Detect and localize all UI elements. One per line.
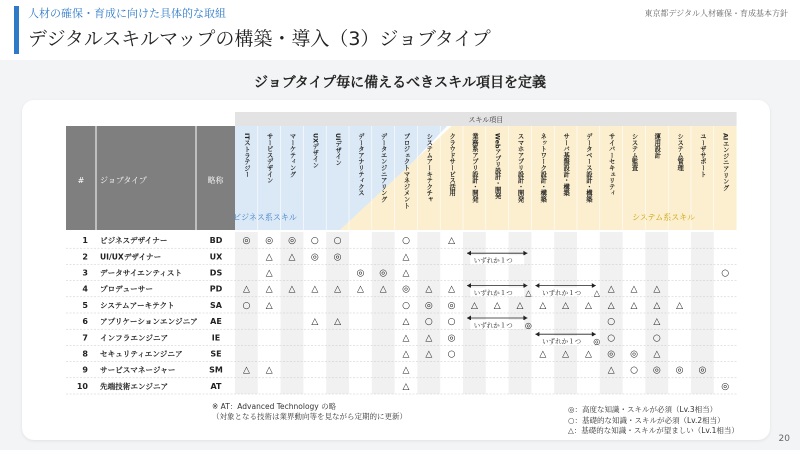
range-end-mark: ◎: [593, 337, 601, 347]
skill-level-mark: △: [653, 349, 661, 360]
skill-level-mark: △: [265, 300, 273, 311]
skill-level-mark: △: [402, 268, 410, 279]
skill-level-mark: ○: [242, 300, 251, 311]
skill-level-mark: △: [265, 365, 273, 376]
symbol-legend: [568, 405, 739, 437]
range-label: いずれか１つ: [473, 321, 513, 330]
skill-level-mark: ◎: [447, 300, 456, 311]
row-number: 4: [82, 284, 88, 294]
skill-level-mark: △: [448, 236, 456, 247]
skill-level-mark: ◎: [630, 349, 638, 360]
skill-level-mark: △: [288, 252, 296, 263]
skill-level-mark: △: [607, 300, 615, 311]
skill-level-mark: ○: [424, 317, 433, 328]
row-number: 6: [82, 317, 88, 327]
legend-circle: ○：基礎的な知識・スキルが必須（Lv.2相当）: [568, 415, 725, 425]
row-job-type: UI/UXデザイナー: [100, 252, 162, 262]
skill-level-mark: ◎: [721, 381, 730, 392]
row-job-type: セキュリティエンジニア: [100, 349, 183, 359]
skill-level-mark: △: [516, 300, 524, 311]
skill-level-mark: △: [402, 317, 410, 328]
skill-name-9: システムアーキテクチャ: [425, 133, 433, 203]
skill-level-mark: ◎: [333, 252, 342, 263]
skill-level-mark: △: [493, 300, 501, 311]
skill-level-mark: ◎: [310, 252, 319, 263]
skill-level-mark: ◎: [402, 284, 410, 295]
skill-level-mark: △: [676, 300, 684, 311]
row-number: 10: [76, 381, 88, 391]
skill-level-mark: ◎: [288, 236, 296, 247]
row-job-type: ビジネスデザイナー: [100, 236, 168, 246]
skill-name-14: ネットワーク設計・構築: [539, 133, 547, 203]
skill-level-mark: ◎: [265, 236, 274, 247]
skill-level-mark: △: [607, 365, 615, 376]
range-end-mark: △: [525, 288, 532, 298]
skill-level-mark: ◎: [242, 236, 251, 247]
row-job-type: 先端技術エンジニア: [100, 381, 169, 391]
row-abbreviation: BD: [209, 236, 223, 246]
skill-level-mark: ○: [607, 333, 616, 344]
row-job-type: データサイエンティスト: [100, 268, 183, 278]
row-abbreviation: AE: [210, 317, 222, 327]
row-job-type: システムアーキテクト: [100, 300, 175, 310]
skill-level-mark: △: [265, 284, 273, 295]
skill-level-mark: △: [265, 252, 273, 263]
skill-level-mark: △: [653, 284, 661, 295]
skill-level-mark: △: [630, 284, 638, 295]
skill-level-mark: ○: [447, 349, 456, 360]
skill-level-mark: ◎: [652, 365, 661, 376]
row-job-type: サービスマネージャー: [100, 365, 176, 375]
skill-level-mark: △: [242, 365, 250, 376]
row-number: 2: [82, 252, 88, 262]
skill-level-mark: △: [242, 284, 250, 295]
skill-name-15: サーバ基盤設計・構築: [562, 133, 570, 196]
skill-level-mark: ○: [402, 300, 410, 311]
skill-name-19: 運用設計: [653, 133, 661, 159]
skill-level-mark: ○: [652, 333, 661, 344]
skill-level-mark: △: [584, 300, 592, 311]
page-number: 20: [778, 434, 790, 444]
column-header-no: #: [77, 176, 85, 185]
skill-level-mark: △: [402, 365, 410, 376]
row-abbreviation: IE: [211, 333, 221, 343]
column-header-job: ジョブタイプ: [100, 176, 147, 185]
skill-level-mark: ◎: [675, 365, 684, 376]
row-number: 9: [82, 365, 88, 375]
skill-name-10: クラウドサービス活用: [448, 133, 456, 196]
skill-level-mark: △: [539, 300, 547, 311]
page-title: デジタルスキルマップの構築・導入（3）ジョブタイプ: [28, 28, 491, 50]
skill-level-mark: △: [265, 268, 273, 279]
skill-level-mark: ◎: [698, 365, 707, 376]
skill-level-mark: ◎: [447, 333, 456, 344]
row-job-type: インフラエンジニア: [100, 333, 169, 343]
skill-name-1: ITストラテジー: [242, 133, 250, 178]
range-arrow-head-right: [592, 283, 596, 288]
system-skill-group-label: システム系スキル: [632, 213, 696, 222]
skill-level-mark: △: [448, 284, 456, 295]
row-abbreviation: SM: [209, 365, 223, 375]
page-subtitle: ジョブタイプ毎に備えるべきスキル項目を定義: [254, 75, 546, 91]
skill-level-mark: △: [653, 300, 661, 311]
range-arrow-head-right: [592, 332, 596, 337]
skill-name-17: サイバーセキュリティ: [607, 133, 615, 196]
skill-level-mark: △: [311, 284, 319, 295]
row-job-type: プロデューサー: [100, 284, 153, 294]
range-arrow-head-left: [535, 332, 539, 337]
range-label: いずれか１つ: [542, 337, 582, 346]
range-arrow-head-left: [535, 283, 539, 288]
row-job-type: アプリケーションエンジニア: [100, 317, 198, 327]
row-abbreviation: PD: [209, 284, 223, 294]
skill-name-18: システム監査: [630, 133, 638, 171]
skill-name-20: システム管理: [676, 133, 684, 171]
skill-name-5: UIデザイン: [334, 133, 342, 166]
skill-level-mark: △: [402, 381, 410, 392]
row-number: 1: [82, 236, 88, 246]
skill-level-mark: △: [402, 349, 410, 360]
row-number: 3: [82, 268, 88, 278]
range-label: いずれか１つ: [473, 256, 513, 265]
skill-name-11: 業務系アプリ設計・開発: [470, 133, 478, 203]
row-abbreviation: DS: [209, 268, 223, 278]
skill-name-2: サービスデザイン: [265, 133, 273, 184]
skill-level-mark: ○: [630, 365, 638, 376]
row-number: 7: [82, 333, 88, 343]
skill-level-mark: ○: [402, 236, 410, 247]
skill-level-mark: △: [607, 284, 615, 295]
skill-level-mark: △: [334, 317, 342, 328]
column-header-abbr: 略称: [207, 176, 224, 185]
legend-double-circle: ◎：高度な知識・スキルが必須（Lv.3相当）: [568, 405, 718, 414]
skill-level-mark: △: [402, 333, 410, 344]
skill-level-mark: △: [311, 317, 319, 328]
skill-level-mark: △: [334, 284, 342, 295]
skill-level-mark: ◎: [607, 349, 616, 360]
skill-level-mark: △: [562, 300, 570, 311]
skill-level-mark: △: [425, 349, 433, 360]
skill-level-mark: △: [425, 333, 433, 344]
section-kicker: 人材の確保・育成に向けた具体的な取組: [28, 7, 226, 20]
skill-level-mark: ○: [721, 268, 730, 279]
skill-level-mark: ◎: [356, 268, 365, 279]
skill-level-mark: △: [539, 349, 547, 360]
row-abbreviation: SA: [210, 300, 222, 310]
range-end-mark: ◎: [524, 321, 532, 330]
skill-name-16: データベース設計・構築: [584, 133, 592, 203]
skill-level-mark: ○: [447, 317, 456, 328]
footnote: [212, 402, 407, 422]
skill-level-mark: ◎: [424, 300, 433, 311]
skill-level-mark: △: [470, 300, 478, 311]
range-label: いずれか１つ: [542, 289, 582, 298]
skill-level-mark: ◎: [379, 268, 388, 279]
skill-level-mark: △: [584, 349, 592, 360]
skill-level-mark: △: [425, 284, 433, 295]
skill-level-mark: △: [562, 349, 570, 360]
footnote-line-1: ※ AT：Advanced Technology の略: [212, 402, 337, 411]
skill-header-label: スキル項目: [468, 116, 504, 124]
document-brand: 東京都デジタル人材確保・育成基本方針: [644, 9, 788, 18]
skill-name-12: Webアプリ設計・開発: [493, 133, 501, 199]
range-label: いずれか１つ: [473, 289, 513, 298]
skill-name-6: データアナリティクス: [356, 133, 364, 196]
row-abbreviation: UX: [209, 252, 223, 262]
skill-name-4: UXデザイン: [311, 133, 319, 169]
business-skill-group-label: ビジネス系スキル: [233, 213, 297, 222]
row-abbreviation: AT: [210, 381, 222, 391]
skill-level-mark: △: [630, 300, 638, 311]
skill-name-13: スマホアプリ設計・開発: [516, 133, 524, 203]
range-end-mark: △: [593, 288, 600, 298]
skill-name-22: AIエンジニアリング: [721, 133, 729, 191]
footnote-line-2: （対象となる技術は業界動向等を見ながら定期的に更新）: [212, 412, 407, 421]
skill-level-mark: △: [379, 284, 387, 295]
skill-level-mark: △: [402, 252, 410, 263]
skill-name-8: プロジェクトマネジメント: [402, 133, 410, 209]
row-number: 5: [82, 300, 88, 310]
skill-name-3: マーケティング: [288, 133, 296, 178]
skill-name-7: データエンジニアリング: [379, 133, 387, 203]
skill-name-21: ユーザサポート: [698, 133, 706, 178]
skill-level-mark: △: [653, 317, 661, 328]
skill-level-mark: ○: [310, 236, 319, 247]
row-number: 8: [82, 349, 88, 359]
skill-level-mark: ○: [333, 236, 342, 247]
skill-level-mark: △: [288, 284, 296, 295]
skill-level-mark: △: [356, 284, 364, 295]
skill-level-mark: ○: [607, 317, 616, 328]
row-abbreviation: SE: [210, 349, 222, 359]
legend-triangle: △：基礎的な知識・スキルが望ましい（Lv.1相当）: [568, 426, 739, 435]
